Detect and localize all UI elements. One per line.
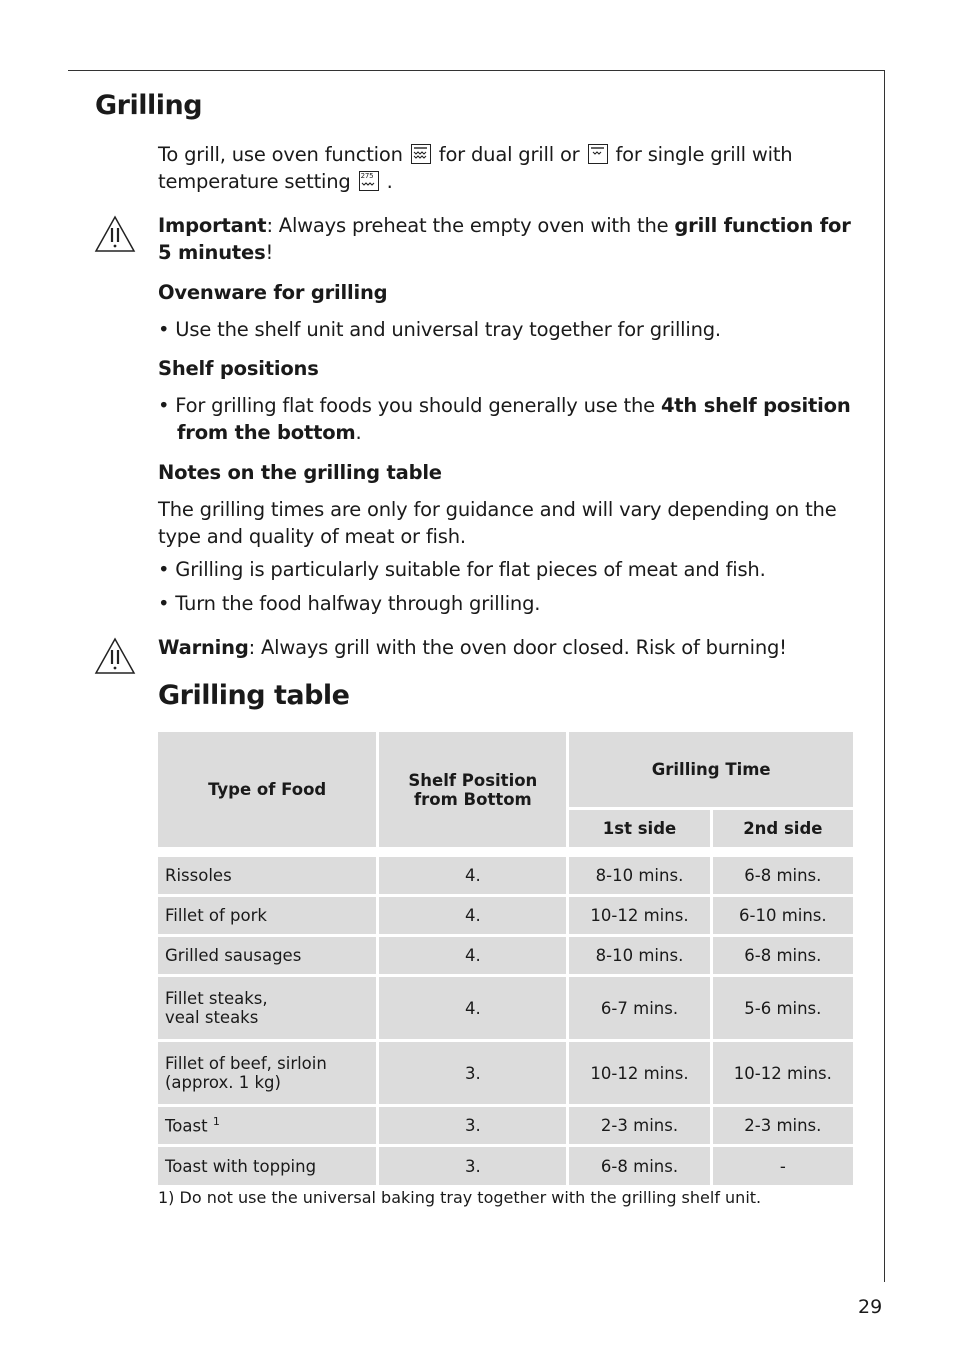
side1-cell: 10-12 mins.: [569, 1042, 709, 1104]
food-name: Rissoles: [165, 866, 232, 885]
grilling-table: [155, 729, 856, 1188]
intro-text-c: for single grill with temperature setting: [158, 143, 793, 193]
intro-text-d: .: [386, 170, 393, 193]
temperature-setting-icon: [359, 171, 379, 191]
shelf-positions-bullet: [158, 392, 858, 446]
important-note: [158, 212, 858, 266]
header-grilling-time: Grilling Time: [569, 732, 853, 807]
important-label: Important: [158, 214, 267, 237]
header-shelf-position: [379, 732, 566, 847]
food-cell: [158, 937, 376, 974]
shelf-cell: 4.: [379, 937, 566, 974]
table-row: [158, 1042, 853, 1104]
side2-cell: 5-6 mins.: [713, 977, 853, 1039]
food-name: Fillet steaks,: [165, 989, 268, 1008]
table-title: Grilling table: [158, 680, 350, 711]
header-shelf-line-2: from Bottom: [413, 789, 532, 809]
important-bold-text: grill function for 5 minutes: [158, 214, 851, 264]
food-name-line-2: (approx. 1 kg): [165, 1073, 281, 1092]
table-row: [158, 897, 853, 934]
table-row: [158, 977, 853, 1039]
food-cell: [158, 1107, 376, 1144]
shelf-cell: 3.: [379, 1042, 566, 1104]
food-cell: [158, 977, 376, 1039]
food-name: Fillet of beef, sirloin: [165, 1054, 327, 1073]
warning-text: : Always grill with the oven door closed. Risk of burning!: [248, 636, 787, 659]
side1-cell: 10-12 mins.: [569, 897, 709, 934]
side2-cell: 6-10 mins.: [713, 897, 853, 934]
table-row: [158, 857, 853, 894]
important-text: : Always preheat the empty oven with the: [266, 214, 675, 237]
food-cell: [158, 857, 376, 894]
notes-paragraph: The grilling times are only for guidance and will vary depending on the type and quality of meat or fish.: [158, 498, 837, 548]
right-rule: [884, 70, 885, 1282]
shelf-cell: 3.: [379, 1147, 566, 1185]
temperature-icon-label: 275: [360, 172, 374, 180]
food-cell: [158, 1042, 376, 1104]
intro-text-a: To grill, use oven function: [158, 143, 403, 166]
top-rule: [68, 70, 885, 71]
notes-heading: Notes on the grilling table: [158, 461, 442, 484]
warning-label: Warning: [158, 636, 249, 659]
page-number: 29: [858, 1296, 883, 1318]
table-row: [158, 1107, 853, 1144]
shelf-cell: 4.: [379, 857, 566, 894]
food-name: Toast with topping: [165, 1156, 317, 1176]
header-shelf-line-1: Shelf Position: [408, 770, 538, 790]
food-name-line-2: veal steaks: [165, 1008, 259, 1027]
table-footnote: 1) Do not use the universal baking tray together with the grilling shelf unit.: [158, 1188, 762, 1207]
header-type-of-food: Type of Food: [158, 732, 376, 847]
side2-cell: 6-8 mins.: [713, 937, 853, 974]
side2-cell: 10-12 mins.: [713, 1042, 853, 1104]
table-row: [158, 937, 853, 974]
shelf-bullet-text: • For grilling flat foods you should generally use the: [158, 394, 661, 417]
dual-grill-icon: [411, 144, 431, 164]
side1-cell: 2-3 mins.: [569, 1107, 709, 1144]
shelf-cell: 3.: [379, 1107, 566, 1144]
intro-text-b: for dual grill or: [438, 143, 580, 166]
header-2nd-side: 2nd side: [713, 810, 853, 847]
important-end: !: [265, 241, 274, 264]
notes-bullet-2: • Turn the food halfway through grilling.: [158, 592, 541, 615]
shelf-bullet-end: .: [355, 421, 362, 444]
food-name: Grilled sausages: [165, 946, 302, 965]
footnote-marker: 1: [212, 1115, 220, 1129]
ovenware-bullet: • Use the shelf unit and universal tray together for grilling.: [158, 318, 721, 341]
side1-cell: 8-10 mins.: [569, 937, 709, 974]
page-heading: Grilling: [95, 90, 203, 121]
food-name: Fillet of pork: [165, 906, 267, 925]
warning-triangle-icon: [94, 637, 136, 675]
side2-cell: 2-3 mins.: [713, 1107, 853, 1144]
notes-bullet-1: • Grilling is particularly suitable for flat pieces of meat and fish.: [158, 558, 766, 581]
side1-cell: 8-10 mins.: [569, 857, 709, 894]
single-grill-icon: [588, 144, 608, 164]
header-1st-side: 1st side: [569, 810, 709, 847]
food-cell: [158, 897, 376, 934]
shelf-positions-heading: Shelf positions: [158, 357, 319, 380]
shelf-cell: 4.: [379, 977, 566, 1039]
warning-triangle-icon: [94, 215, 136, 253]
side2-cell: -: [713, 1147, 853, 1185]
warning-note: [158, 634, 858, 661]
side2-cell: 6-8 mins.: [713, 857, 853, 894]
side1-cell: 6-7 mins.: [569, 977, 709, 1039]
shelf-bullet-bold: 4th shelf position from the bottom: [177, 394, 851, 444]
intro-paragraph: [158, 141, 858, 195]
ovenware-heading: Ovenware for grilling: [158, 281, 388, 304]
shelf-cell: 4.: [379, 897, 566, 934]
side1-cell: 6-8 mins.: [569, 1147, 709, 1185]
table-row: [158, 1147, 853, 1185]
food-name: Toast: [165, 1116, 208, 1136]
food-cell: [158, 1147, 376, 1185]
